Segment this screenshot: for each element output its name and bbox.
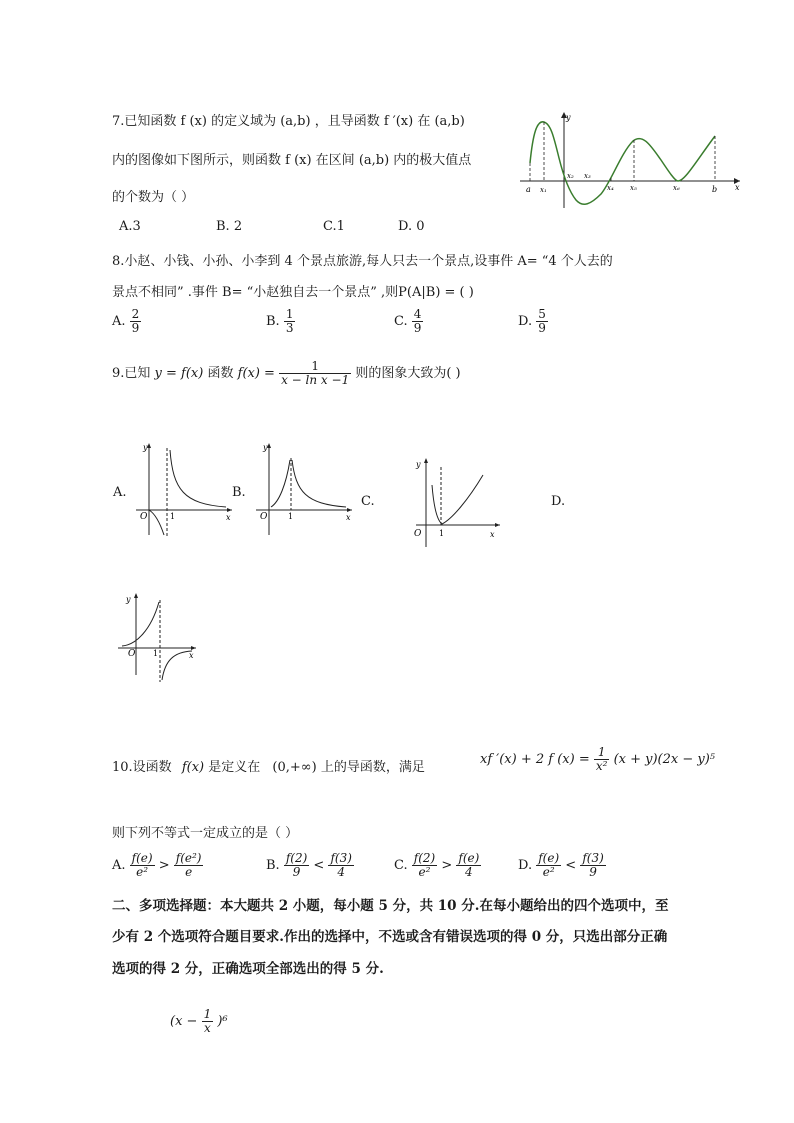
q9-graph-a (134, 440, 234, 540)
q8-option-c: C. $\frac{4}{9}$ (394, 307, 422, 335)
q10-option-d: D. $\frac{f(e)}{\text{e²}}$ < $\frac{f(3)}{9}$ (518, 851, 604, 879)
section2-line3: 选项的得 2 分，正确选项全部选出的得 5 分. (112, 961, 384, 977)
svg-text:O: O (140, 512, 148, 522)
label-b: b (712, 185, 718, 194)
q10-equation: xf ′(x) + 2 f (x) = $\frac{1}{\text{x²}}$ (x + y)(2x − y)⁵ (480, 745, 716, 773)
svg-text:O: O (128, 649, 136, 659)
section2-line1: 二、多项选择题：本大题共 2 小题，每小题 5 分，共 10 分.在每小题给出的四个选项中，至 (112, 898, 669, 914)
svg-text:1: 1 (170, 512, 176, 521)
label-x5: x₅ (630, 184, 637, 192)
svg-text:1: 1 (288, 512, 294, 521)
svg-text:1: 1 (439, 529, 445, 538)
q7-line3: 的个数为（ ） (112, 190, 195, 205)
section2-line2: 少有 2 个选项符合题目要求.作出的选择中，不选或含有错误选项的得 0 分，只选出部分正确 (112, 929, 668, 945)
q10-stem: 10.设函数 f(x) 是定义在 (0,+∞) 上的导函数，满足 (112, 760, 425, 775)
label-x3: x₃ (584, 172, 591, 180)
q9-option-c-label: C. (361, 494, 375, 509)
q9-graph-c (408, 455, 503, 550)
label-x1: x₁ (540, 186, 547, 194)
label-x6: x₆ (673, 184, 680, 192)
q10-option-c: C. $\frac{f(2)}{\text{e²}}$ > $\frac{f(e)}{4}$ (394, 851, 480, 879)
svg-text:x: x (226, 513, 231, 522)
q10-option-b: B. $\frac{f(2)}{9}$ < $\frac{f(3)}{4}$ (266, 851, 352, 879)
svg-text:y: y (263, 443, 268, 452)
q7-line1: 7.已知函数 f (x) 的定义域为 (a,b) ，且导函数 f ′(x) 在 (a,b) (112, 114, 465, 129)
q9-option-b-label: B. (232, 485, 246, 500)
svg-text:x: x (189, 651, 194, 660)
q7-option-a: A.3 (119, 219, 141, 234)
q8-option-d: D. $\frac{5}{9}$ (518, 307, 546, 335)
q8-option-b: B. $\frac{1}{3}$ (266, 307, 294, 335)
label-y: y (566, 113, 571, 122)
q7-derivative-graph (515, 108, 745, 213)
svg-text:y: y (416, 460, 421, 469)
derivative-curve (530, 122, 718, 204)
svg-text:y: y (126, 595, 131, 604)
svg-text:x: x (490, 530, 495, 539)
label-x: x (735, 183, 740, 192)
q8-option-a: A. $\frac{2}{9}$ (112, 307, 140, 335)
label-x2: x₂ (567, 172, 574, 180)
label-x4: x₄ (607, 184, 614, 192)
svg-text:1: 1 (153, 649, 159, 658)
label-a: a (526, 185, 531, 194)
q7-option-c: C.1 (323, 219, 345, 234)
q7-option-d: D. 0 (398, 219, 425, 234)
q8-line2: 景点不相同” .事件 B= “小赵独自去一个景点” ,则P(A|B) = ( ) (112, 285, 474, 300)
q9-option-a-label: A. (113, 485, 127, 500)
q9-option-d-label: D. (551, 494, 566, 509)
q9-graph-d (116, 590, 201, 685)
q7-line2: 内的图像如下图所示，则函数 f (x) 在区间 (a,b) 内的极大值点 (112, 153, 472, 168)
q9-graph-b (254, 440, 354, 540)
svg-text:O: O (414, 529, 422, 539)
q9-stem: 9.已知 y = f(x) 函数 f(x) = $\frac{1}{\text{x − ln x −1}}$ 则的图象大致为( ) (112, 359, 461, 387)
svg-text:O: O (260, 512, 268, 522)
svg-text:y: y (143, 443, 148, 452)
q10-line2: 则下列不等式一定成立的是（ ） (112, 826, 299, 841)
binomial-expression: (x − $\frac{1}{x}$ )⁶ (170, 1007, 228, 1035)
q8-line1: 8.小赵、小钱、小孙、小李到 4 个景点旅游,每人只去一个景点,设事件 A= “4 个人去的 (112, 254, 613, 269)
svg-text:x: x (346, 513, 351, 522)
q7-option-b: B. 2 (216, 219, 243, 234)
q10-option-a: A. $\frac{f(e)}{\text{e²}}$ > $\frac{\text{f(e²)}}{e}$ (112, 851, 202, 879)
